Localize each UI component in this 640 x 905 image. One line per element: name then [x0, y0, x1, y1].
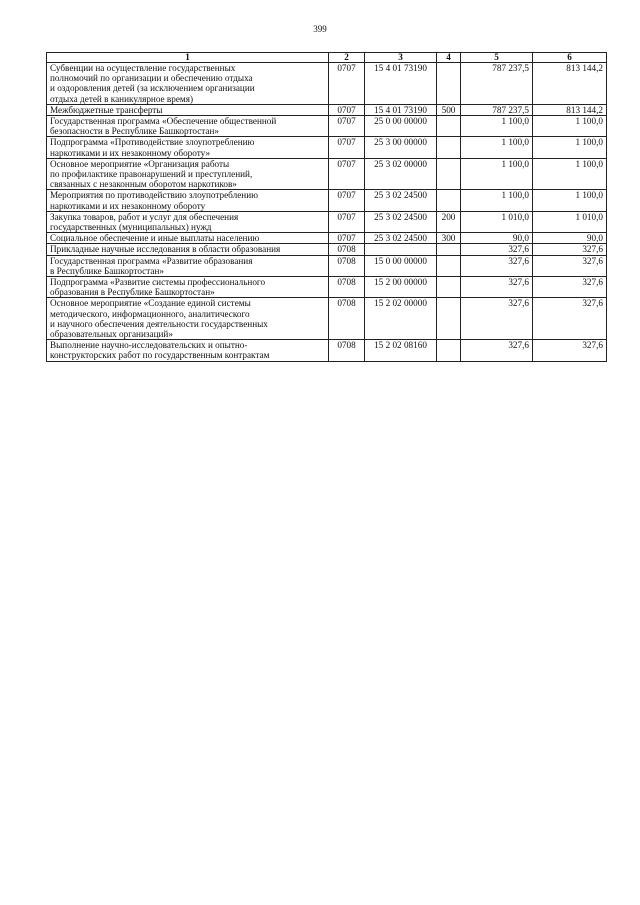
row-name: Государственная программа «Обеспечение общественной безопасности в Республике Башкортостан» — [47, 116, 329, 137]
row-name: Социальное обеспечение и иные выплаты населению — [47, 233, 329, 244]
header-cell-year-1: 5 — [461, 53, 533, 63]
row-target-article: 25 3 02 24500 — [365, 211, 437, 232]
row-expense-type — [437, 255, 461, 276]
row-section: 0707 — [329, 190, 365, 211]
row-amount-year-1: 1 100,0 — [461, 158, 533, 190]
budget-table — [46, 52, 607, 362]
row-amount-year-2: 813 144,2 — [533, 63, 607, 105]
row-section: 0707 — [329, 63, 365, 105]
page-number: 399 — [313, 24, 327, 34]
row-section: 0707 — [329, 116, 365, 137]
row-target-article: 15 2 02 00000 — [365, 298, 437, 340]
row-section: 0707 — [329, 158, 365, 190]
row-target-article: 25 3 00 00000 — [365, 137, 437, 158]
row-target-article — [365, 244, 437, 255]
table-row — [47, 190, 607, 211]
row-expense-type — [437, 277, 461, 298]
row-amount-year-2: 1 100,0 — [533, 137, 607, 158]
header-cell-name: 1 — [47, 53, 329, 63]
row-section: 0707 — [329, 104, 365, 115]
row-target-article: 25 3 02 24500 — [365, 233, 437, 244]
row-expense-type — [437, 244, 461, 255]
row-section: 0708 — [329, 277, 365, 298]
row-amount-year-2: 327,6 — [533, 244, 607, 255]
header-cell-expense-type: 4 — [437, 53, 461, 63]
row-name: Государственная программа «Развитие образования в Республике Башкортостан» — [47, 255, 329, 276]
row-amount-year-2: 1 100,0 — [533, 190, 607, 211]
row-target-article: 25 3 02 24500 — [365, 190, 437, 211]
row-amount-year-1: 787 237,5 — [461, 63, 533, 105]
header-cell-year-2: 6 — [533, 53, 607, 63]
row-amount-year-1: 327,6 — [461, 340, 533, 361]
table-row — [47, 116, 607, 137]
row-name: Мероприятия по противодействию злоупотреблению наркотиками и их незаконному обороту — [47, 190, 329, 211]
row-amount-year-2: 327,6 — [533, 340, 607, 361]
row-expense-type — [437, 137, 461, 158]
row-section: 0708 — [329, 255, 365, 276]
row-name: Основное мероприятие «Организация работы по профилактике правонарушений и преступлений, связанных с незаконным оборотом наркотиков» — [47, 158, 329, 190]
row-amount-year-1: 327,6 — [461, 255, 533, 276]
row-expense-type — [437, 340, 461, 361]
row-target-article: 25 3 02 00000 — [365, 158, 437, 190]
row-amount-year-1: 1 100,0 — [461, 190, 533, 211]
row-section: 0708 — [329, 244, 365, 255]
row-name: Выполнение научно-исследовательских и опытно- конструкторских работ по государственным контрактам — [47, 340, 329, 361]
row-name: Межбюджетные трансферты — [47, 104, 329, 115]
row-target-article: 15 0 00 00000 — [365, 255, 437, 276]
row-name: Подпрограмма «Развитие системы профессионального образования в Республике Башкортостан» — [47, 277, 329, 298]
row-name: Основное мероприятие «Создание единой системы методического, информационного, аналитического и научного обеспечения деятельности государственных образовательных организаций» — [47, 298, 329, 340]
table-row — [47, 211, 607, 232]
row-name: Прикладные научные исследования в области образования — [47, 244, 329, 255]
row-target-article: 15 4 01 73190 — [365, 104, 437, 115]
row-amount-year-1: 1 100,0 — [461, 116, 533, 137]
row-amount-year-2: 1 100,0 — [533, 116, 607, 137]
row-expense-type — [437, 158, 461, 190]
row-expense-type — [437, 63, 461, 105]
table-row — [47, 340, 607, 361]
header-cell-section: 2 — [329, 53, 365, 63]
row-section: 0707 — [329, 137, 365, 158]
table-row — [47, 137, 607, 158]
row-amount-year-1: 90,0 — [461, 233, 533, 244]
row-expense-type: 500 — [437, 104, 461, 115]
table-row — [47, 63, 607, 105]
table-header-row — [47, 53, 607, 63]
row-section: 0707 — [329, 211, 365, 232]
row-amount-year-1: 327,6 — [461, 277, 533, 298]
row-section: 0708 — [329, 340, 365, 361]
row-amount-year-1: 1 010,0 — [461, 211, 533, 232]
table-row — [47, 255, 607, 276]
row-target-article: 15 4 01 73190 — [365, 63, 437, 105]
row-section: 0707 — [329, 233, 365, 244]
row-amount-year-2: 1 010,0 — [533, 211, 607, 232]
row-amount-year-2: 327,6 — [533, 277, 607, 298]
row-expense-type — [437, 298, 461, 340]
header-cell-target-article: 3 — [365, 53, 437, 63]
row-amount-year-1: 327,6 — [461, 244, 533, 255]
table-row — [47, 158, 607, 190]
table-row — [47, 244, 607, 255]
row-target-article: 15 2 00 00000 — [365, 277, 437, 298]
table-row — [47, 298, 607, 340]
row-amount-year-2: 327,6 — [533, 255, 607, 276]
table-row — [47, 233, 607, 244]
row-amount-year-2: 813 144,2 — [533, 104, 607, 115]
row-amount-year-1: 327,6 — [461, 298, 533, 340]
row-section: 0708 — [329, 298, 365, 340]
table-row — [47, 277, 607, 298]
row-expense-type — [437, 190, 461, 211]
row-target-article: 25 0 00 00000 — [365, 116, 437, 137]
row-name: Подпрограмма «Противодействие злоупотреблению наркотиками и их незаконному обороту» — [47, 137, 329, 158]
row-expense-type: 200 — [437, 211, 461, 232]
row-amount-year-1: 787 237,5 — [461, 104, 533, 115]
row-amount-year-2: 90,0 — [533, 233, 607, 244]
row-amount-year-1: 1 100,0 — [461, 137, 533, 158]
row-amount-year-2: 327,6 — [533, 298, 607, 340]
table-row — [47, 104, 607, 115]
row-name: Закупка товаров, работ и услуг для обеспечения государственных (муниципальных) нужд — [47, 211, 329, 232]
row-expense-type: 300 — [437, 233, 461, 244]
row-expense-type — [437, 116, 461, 137]
row-target-article: 15 2 02 08160 — [365, 340, 437, 361]
row-amount-year-2: 1 100,0 — [533, 158, 607, 190]
row-name: Субвенции на осуществление государственных полномочий по организации и обеспечению отдыха и оздоровления детей (за исключением организации отдыха детей в каникулярное время) — [47, 63, 329, 105]
